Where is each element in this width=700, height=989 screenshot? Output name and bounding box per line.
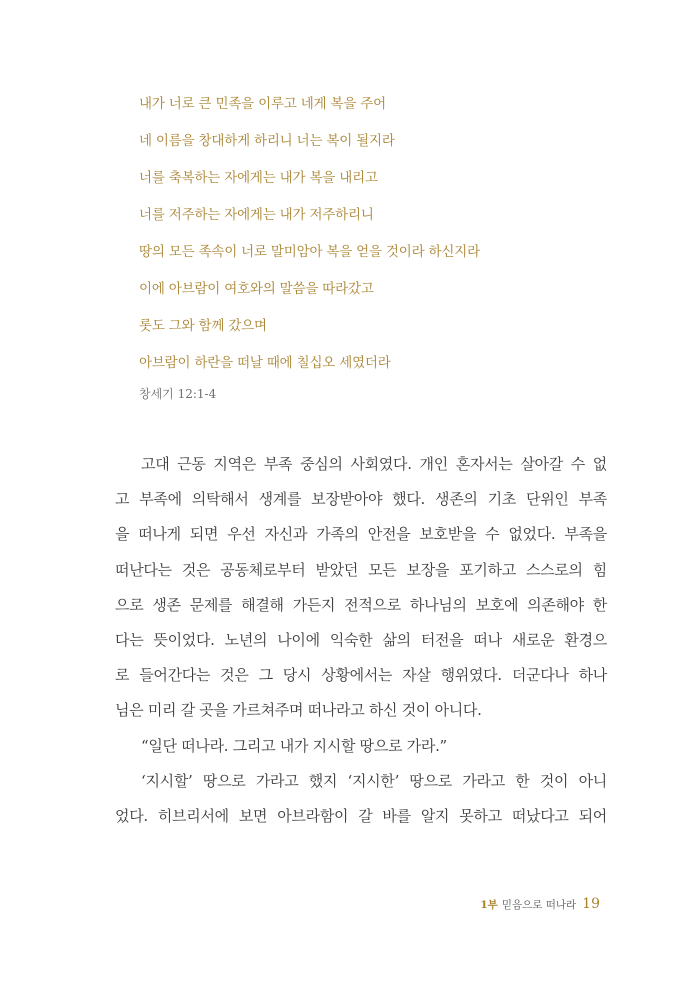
quote-line: “일단 떠나라. 그리고 내가 지시할 땅으로 가라.” xyxy=(141,736,447,755)
body-line: 로 들어간다는 것은 그 당시 상황에서는 자살 행위였다. 더군다나 하나 xyxy=(115,666,607,685)
body-line: 다는 뜻이었다. 노년의 나이에 익숙한 삶의 터전을 떠나 새로운 환경으 xyxy=(115,630,607,649)
footer-chapter-title: 믿음으로 떠나라 xyxy=(501,899,577,911)
body-text xyxy=(115,451,607,838)
body-line: 님은 미리 갈 곳을 가르쳐주며 떠나라고 하신 것이 아니다. xyxy=(115,701,482,720)
body-line: 으로 생존 문제를 해결해 가든지 전적으로 하나님의 보호에 의존해야 한 xyxy=(115,595,607,614)
scripture-line: 롯도 그와 함께 갔으며 xyxy=(139,318,267,334)
scripture-line: 아브람이 하란을 떠날 때에 칠십오 세였더라 xyxy=(139,355,391,371)
body-line: ‘지시할’ 땅으로 가라고 했지 ‘지시한’ 땅으로 가라고 한 것이 아니 xyxy=(141,771,607,790)
scripture-line: 네 이름을 창대하게 하리니 너는 복이 될지라 xyxy=(139,133,395,149)
scripture-quote xyxy=(139,94,639,401)
scripture-line: 너를 축복하는 자에게는 내가 복을 내리고 xyxy=(139,170,378,186)
scripture-line: 내가 너로 큰 민족을 이루고 네게 복을 주어 xyxy=(139,96,386,112)
scripture-line: 이에 아브람이 여호와의 말씀을 따라갔고 xyxy=(139,281,374,297)
footer-part-label: 1부 xyxy=(480,899,498,911)
body-line: 떠난다는 것은 공동체로부터 받았던 모든 보장을 포기하고 스스로의 힘 xyxy=(115,560,607,579)
body-line: 을 떠나게 되면 우선 자신과 가족의 안전을 보호받을 수 없었다. 부족을 xyxy=(115,525,607,544)
page-number: 19 xyxy=(582,896,600,912)
scripture-line: 너를 저주하는 자에게는 내가 저주하리니 xyxy=(139,207,374,223)
page-footer xyxy=(480,893,600,912)
scripture-line: 땅의 모든 족속이 너로 말미암아 복을 얻을 것이라 하신지라 xyxy=(139,244,480,260)
body-line: 었다. 히브리서에 보면 아브라함이 갈 바를 알지 못하고 떠났다고 되어 xyxy=(115,806,607,825)
body-line: 고대 근동 지역은 부족 중심의 사회였다. 개인 혼자서는 살아갈 수 없 xyxy=(141,455,607,473)
body-line: 고 부족에 의탁해서 생계를 보장받아야 했다. 생존의 기초 단위인 부족 xyxy=(115,490,607,509)
scripture-citation: 창세기 12:1-4 xyxy=(139,387,217,401)
